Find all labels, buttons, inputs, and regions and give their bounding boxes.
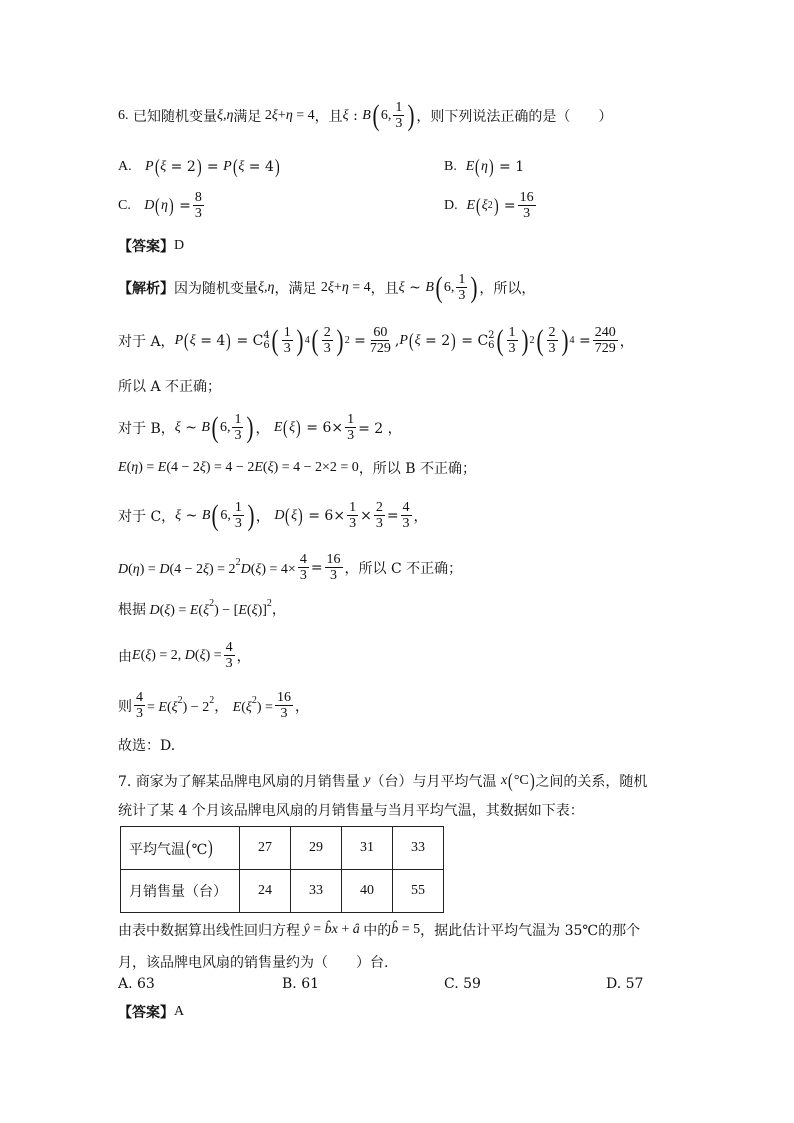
q6-stem-post: ，则下列说法正确的是（ ）: [416, 108, 613, 125]
table-cell: 33: [291, 870, 342, 913]
q7-option-b: B. 61: [282, 976, 320, 992]
q6-number: 6.: [118, 107, 129, 123]
q6-c-calc: $D(\eta) = D(4 - 2\xi) = 2^2D(\xi) = 4\times$ $\frac{4}{3}$ = $\frac{16}{3}$ ，所以 C 不正确；: [118, 552, 463, 583]
q6-analysis-intro: 【解析】 因为随机变量 ξ,η ，满足 2ξ+η = 4 ，且 ξ ~ B ( 6, $\frac{1}{3}$ ) ，所以，: [118, 270, 536, 304]
q6-for-c: 对于 C， ξ ~ B ( 6, $\frac{1}{3}$ ) ， D ( ξ ) = 6× $\frac{1}{3}$ × $\frac{2}{3}$ = $\frac{4}{3}$ ，: [118, 498, 428, 532]
q7-answer: 【答案】 A: [118, 1004, 185, 1021]
table-cell: 33: [393, 827, 444, 870]
q7-line1: 7. 商家为了解某品牌电风扇的月销售量 y （台）与月平均气温 x ( °C ) 之间的关系，随机: [118, 770, 648, 792]
table-cell: 31: [342, 827, 393, 870]
table-head-temp: 平均气温(℃): [121, 827, 240, 870]
q6-option-d: D. E ( ξ 2 ) = $\frac{16}{3}$: [444, 190, 534, 221]
table-cell: 55: [393, 870, 444, 913]
table-cell: 27: [240, 827, 291, 870]
q7-option-a: A. 63: [118, 976, 155, 992]
table-cell: 24: [240, 870, 291, 913]
table-row: [121, 870, 444, 913]
q6-basis: 根据 $D(\xi) = E(\xi^2) - [E(\xi)]^2$ ，: [118, 598, 286, 618]
q6-b-calc: E(η) = E(4 − 2ξ) = 4 − 2E(ξ) = 4 − 2×2 = 0 ，所以 B 不正确；: [118, 460, 477, 477]
table-head-sales: 月销售量（台）: [121, 870, 240, 913]
q6-stem-and: ，且: [314, 108, 343, 125]
q7-line3: 由表中数据算出线性回归方程 ŷ = b̂x + â 中的 b̂ = 5 ，据此估计平均气温为 35℃的那个: [118, 922, 641, 939]
table-cell: 40: [342, 870, 393, 913]
q6-from: 由 E(ξ) = 2, D(ξ) = $\frac{4}{3}$ ，: [118, 640, 251, 671]
q6-for-a: 对于 A， P ( ξ = 4 ) = C 4 6 ( $\frac{1}{3}$ ) 4 ( $\frac{2}{3}$ ) 2 = $\frac{60}{729}$ , P ( ξ = 2 ) = C 2 6 ( $\frac{1}{3}$ ) 2 ( $\frac{2}{3}$ ) 4 = $\frac{240}{729}$ ，: [118, 323, 634, 357]
q6-not-a: 所以 A 不正确；: [118, 379, 222, 395]
q7-data-table: [120, 826, 444, 913]
q7-line4: 月，该品牌电风扇的销售量约为（ ）台.: [118, 955, 389, 971]
q6-option-b: B. E ( η ) = 1: [444, 156, 525, 178]
table-row: [121, 827, 444, 870]
q6-stem-text: 已知随机变量: [132, 108, 217, 125]
q7-option-d: D. 57: [606, 976, 644, 992]
q6-stem-mid: 满足: [233, 108, 262, 125]
table-cell: 29: [291, 827, 342, 870]
q6-conclusion: 故选：D.: [118, 738, 176, 754]
q7-option-c: C. 59: [444, 976, 481, 992]
q6-then: 则 $\frac{4}{3}$ = $E(\xi^2) - 2^2$ ， $E(\xi^2)$ = $\frac{16}{3}$ ，: [118, 690, 309, 721]
q6-stem: 6. 已知随机变量 ξ,η 满足 2ξ+η = 4 ，且 ξ : B ( 6, $\frac{1}{3}$ ) ，则下列说法正确的是（ ）: [118, 98, 613, 132]
q6-option-a: A. P ( ξ = 2 ) = P ( ξ = 4 ): [118, 156, 280, 178]
q6-for-b: 对于 B， ξ ~ B ( 6, $\frac{1}{3}$ ) ， E ( ξ ) = 6× $\frac{1}{3}$ = 2 ，: [118, 410, 402, 444]
q7-line2: 统计了某 4 个月该品牌电风扇的月销售量与当月平均气温，其数据如下表：: [118, 803, 584, 819]
q6-option-c: C. D ( η ) = $\frac{8}{3}$: [118, 190, 202, 221]
q6-answer: 【答案】 D: [118, 238, 185, 255]
